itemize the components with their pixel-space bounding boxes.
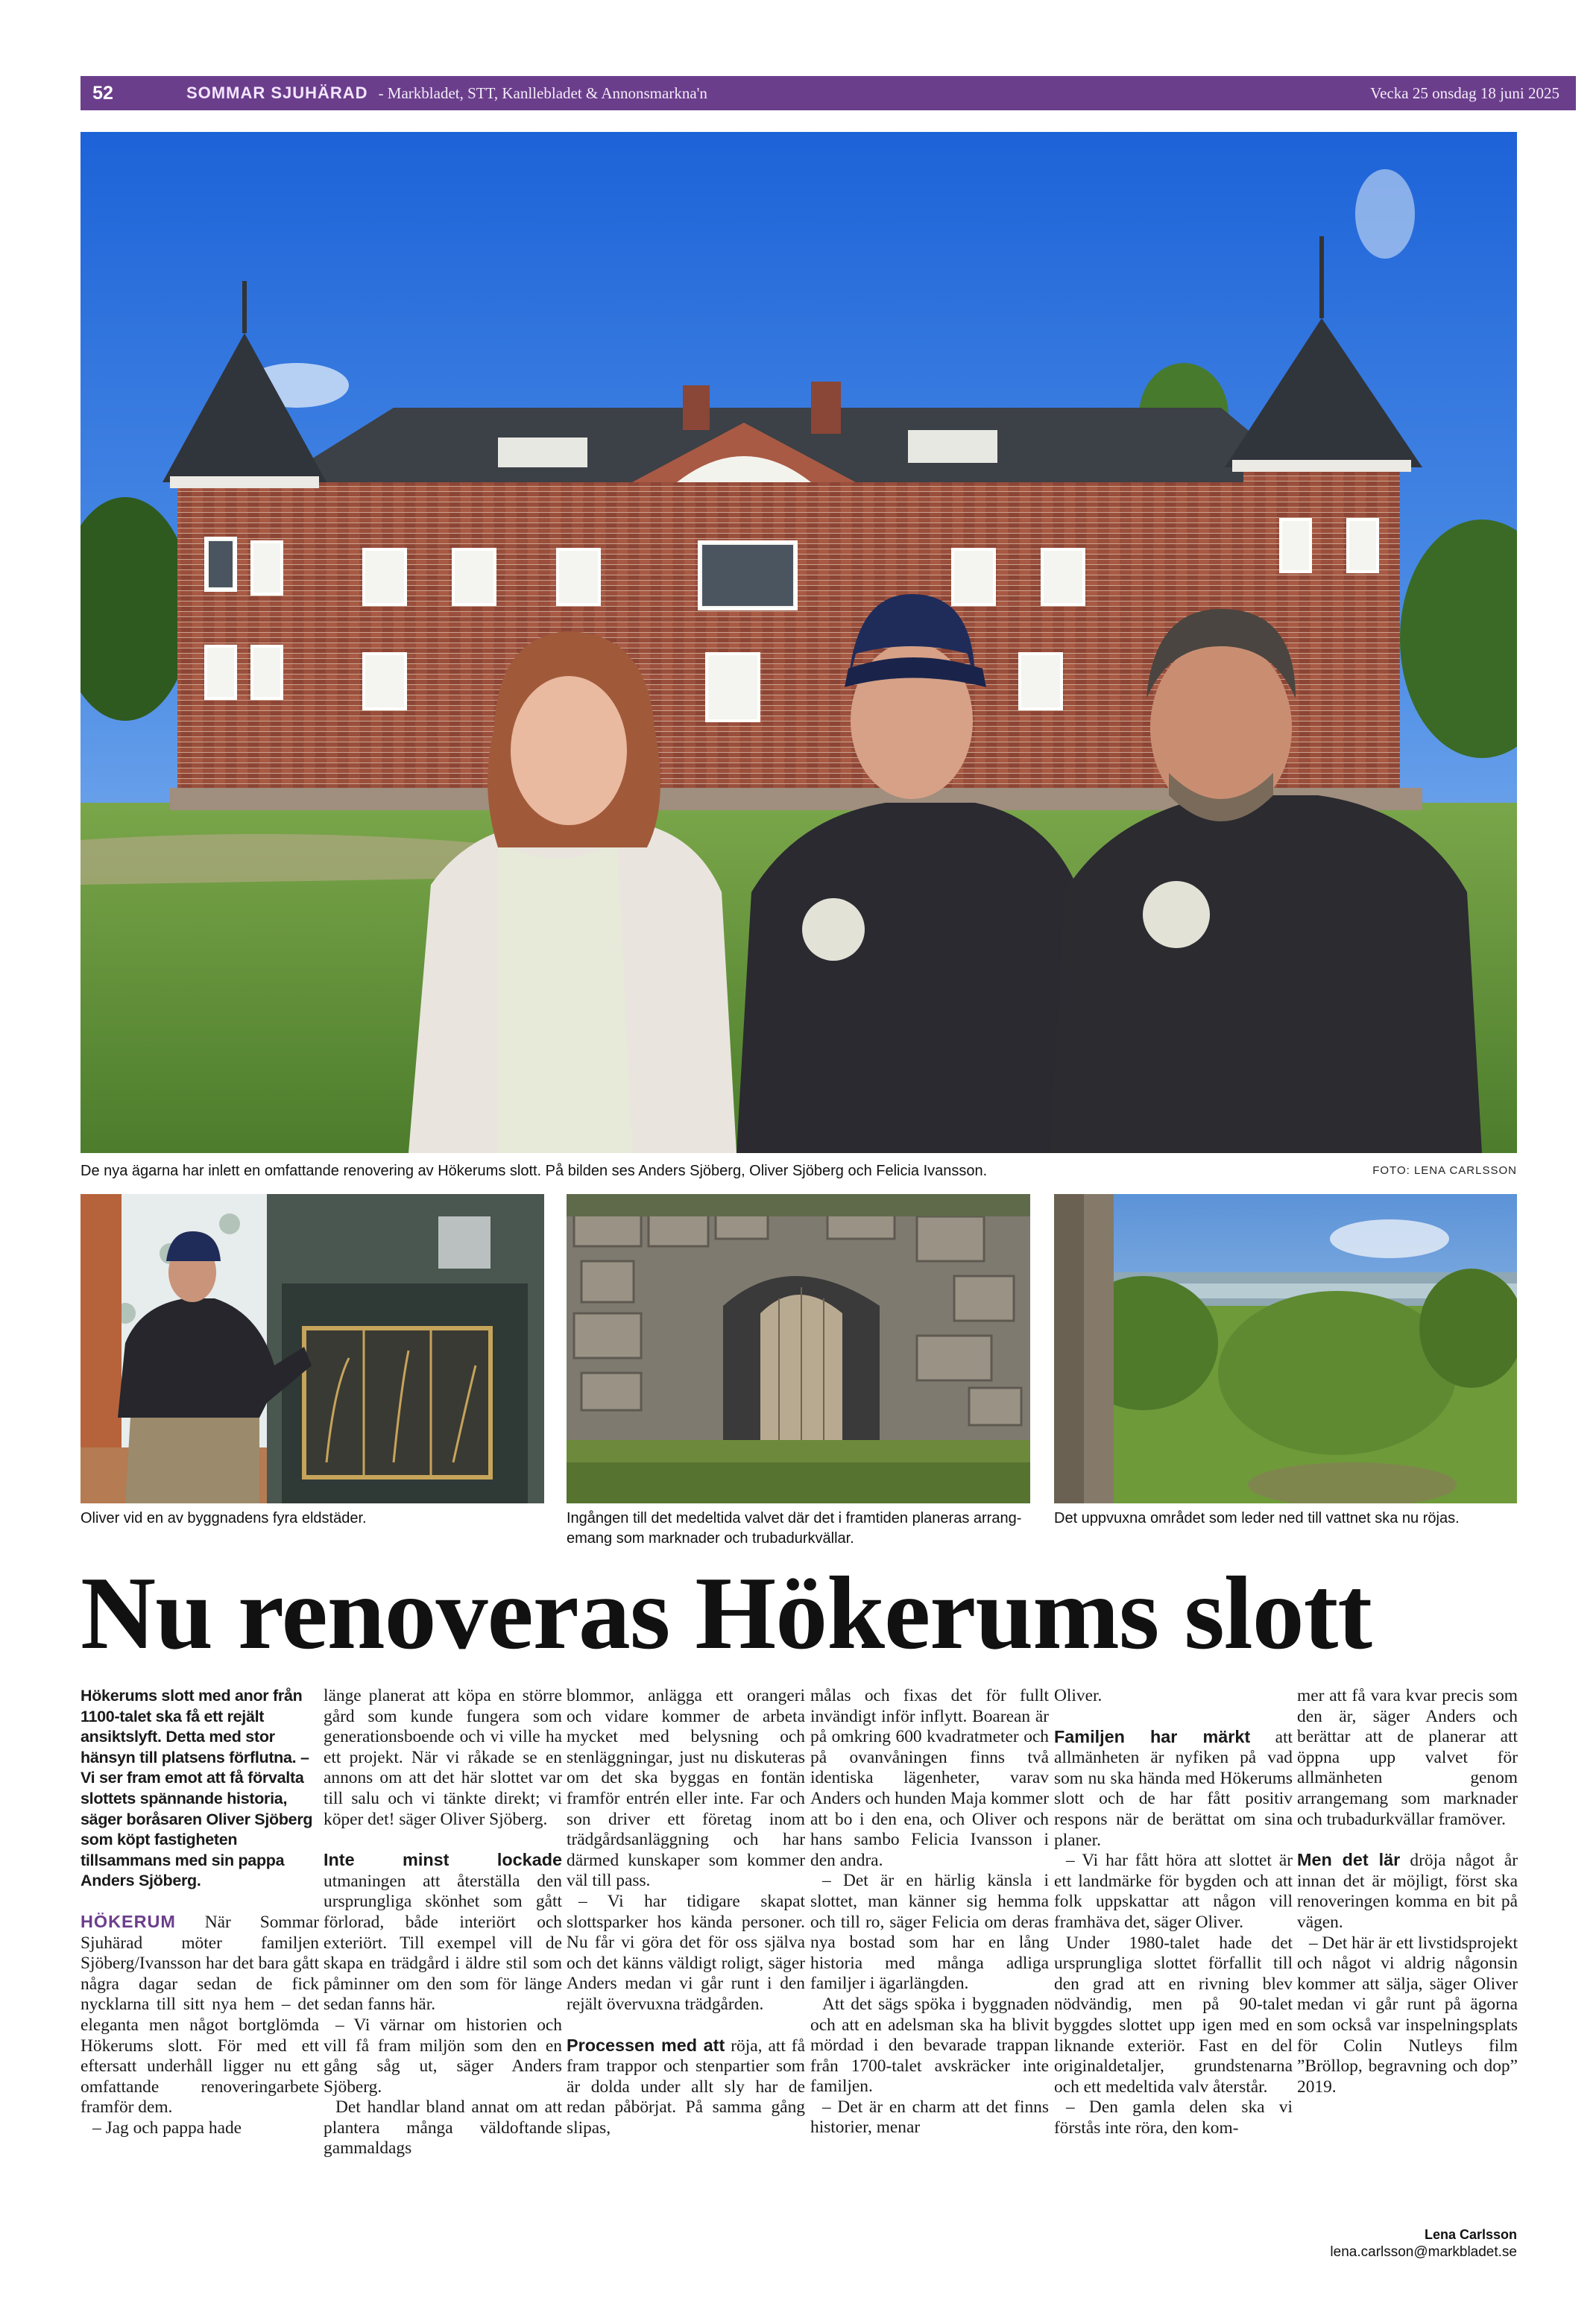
c4-p2: – Det är en härlig känsla i slottet, man känner sig hemma och till ro, säger Felicia om deras nya bostad som har en lång historia med många adliga familjer i ägarlängden.	[810, 1871, 1049, 1994]
c5-p1: att allmänheten är nyfiken på vad som nu ska hända med Hökerums slott och de har fått positiv respons när de berättat om sina planer.	[1054, 1727, 1293, 1850]
photo-credit: FOTO: LENA CARLSSON	[1372, 1164, 1517, 1177]
caption-vault-entrance	[567, 1509, 1036, 1549]
c3-p2: – Vi har tidigare skapat slottsparker hos kända personer. Nu får vi göra det för oss själva och det känns väldigt roligt, säger Anders medan vi går runt i den rejält övervuxna trädgården.	[567, 1891, 805, 2014]
page-header-bar	[81, 76, 1576, 110]
c6-p3: – Det här är ett livstidsprojekt och något vi aldrig någonsin kommer att sälja, säger Oliver medan vi går runt på ägorna som också var inspelningsplats för Colin Nutleys film ”Bröllop, begravning och dop” 2019.	[1297, 1933, 1518, 2097]
page-number: 52	[81, 76, 125, 110]
c1-body: När Sommar Sjuhärad möter familjen Sjöberg/Ivansson har det bara gått några dagar sedan de fick nycklarna till sitt nya hem – det eleganta men något bortglömda Hökerums slott. För med ett eftersatt underhåll ligger nu ett omfattande renoveringarbete framför dem.	[81, 1912, 319, 2118]
byline-name: Lena Carlsson	[1424, 2227, 1517, 2242]
article-headline: Nu renoveras Hökerums slott	[81, 1556, 1372, 1671]
byline-email: lena.carlsson@markbladet.se	[1330, 2244, 1517, 2260]
c2-p1: länge planerat att köpa en större gård som kunde fungera som generationsboende och vi ville ha ett projekt. När vi råkade se en annons om att det här slottet var till salu och vi tänkte direkt; vi köper det! säger Oliver Sjöberg.	[324, 1686, 562, 1829]
c2-p3: – Vi värnar om historien och vill få fram miljön som den en gång såg ut, säger Anders Sjöberg.	[324, 2015, 562, 2097]
caption-fireplace: Oliver vid en av byggnadens fyra eldstäder.	[81, 1510, 367, 1526]
article-column-5	[1054, 1686, 1293, 2138]
c3-subhead: Processen med att	[567, 2035, 725, 2055]
c5-p3: Under 1980-talet hade det ursprungliga slottet förfallit till den grad att en rivning blev nödvändig, men på 90-talet byggdes slottet upp igen med en liknande exteriör. Fast en del originaldetaljer, grundstenarna och ett medeltida valv återstår.	[1054, 1933, 1293, 2097]
photo-fireplace	[81, 1194, 544, 1503]
article-column-3	[567, 1686, 805, 2138]
c5-p0: Oliver.	[1054, 1686, 1103, 1705]
c5-p4: – Den gamla delen ska vi förstås inte röra, den kom-	[1054, 2097, 1293, 2138]
photo-overgrown-shore	[1054, 1194, 1517, 1503]
photo-vault-entrance	[567, 1194, 1030, 1503]
c2-p2: utmaningen att återställa den ursprungliga skönhet som gått förlorad, både interiört och exteriört. Till exempel vill de skapa en trädgård i äldre stil som påminner om den som för länge sedan fanns här.	[324, 1871, 562, 2015]
article-lead: Hökerums slott med anor från 1100-talet ska få ett rejält ansiktslyft. Detta med stor hänsyn till platsens förflutna. – Vi ser fram emot att få förvalta slottets spännande historia, säger boråsaren Oliver Sjöberg som köpt fastigheten tillsammans med sin pappa Anders Sjöberg.	[81, 1687, 313, 1890]
caption-vault-line2: emang som marknader och trubadurkvällar.	[567, 1530, 854, 1547]
section-name: SOMMAR SJUHÄRAD	[186, 83, 368, 102]
c6-subhead: Men det lär	[1297, 1850, 1401, 1870]
c3-p3: röja, att få fram trappor och stenpartier som är dolda under allt sly har de redan påbörjat. På samma gång slipas,	[567, 2036, 805, 2138]
c2-subhead: Inte minst lockade	[324, 1850, 562, 1870]
c6-p1: mer att få vara kvar precis som den är, säger Anders och berättar att de planerar att öppna upp valvet för allmänheten genom arrangemang som marknader och trubadurkvällar framöver.	[1297, 1686, 1518, 1829]
dateline-kicker: HÖKERUM	[81, 1911, 176, 1931]
main-photo-caption: De nya ägarna har inlett en omfattande renovering av Hökerums slott. På bilden ses Anders Sjöberg, Oliver Sjöberg och Felicia Ivansson.	[81, 1163, 988, 1179]
article-column-4	[810, 1686, 1049, 2138]
c5-subhead: Familjen har märkt	[1054, 1726, 1251, 1746]
article-column-1	[81, 1686, 319, 2138]
c4-p1: målas och fixas det för fullt invändigt inför inflytt. Boarean är på omkring 600 kvadratmeter och på ovanvåningen finns två identiska lägenheter, varav Anders och hunden Maja kommer att bo i den ena, och Oliver och hans sambo Felicia Ivansson i den andra.	[810, 1686, 1049, 1870]
c1-end: – Jag och pappa hade	[92, 2118, 242, 2138]
c4-p3: Att det sägs spöka i byggnaden och att en adelsman ska ha blivit mördad i den bevarade trappan från 1700-talet avskräcker inte familjen.	[810, 1994, 1049, 2097]
c2-p4: Det handlar bland annat om att plantera många väldoftande gammaldags	[324, 2097, 562, 2159]
c3-p1: blommor, anlägga ett orangeri och vidare kommer de arbeta mycket med belysning och stenläggningar, just nu diskuteras om det ska byggas en fontän framför entrén eller inte. Far och son driver ett företag inom trädgårdsanläggning och har därmed kunskaper som kommer väl till pass.	[567, 1686, 805, 1891]
article-column-6	[1297, 1686, 1518, 2097]
issue-date: Vecka 25 onsdag 18 juni 2025	[1370, 83, 1559, 102]
c6-p2: dröja något år innan det är möjligt, först ska renoveringen komma en bit på vägen.	[1297, 1851, 1518, 1932]
publication-names: - Markbladet, STT, Kanllebladet & Annonsmarkna'n	[378, 83, 707, 102]
c5-p2: – Vi har fått höra att slottet är ett landmärke för bygden och att folk uppskattar att någon vill framhäva det, säger Oliver.	[1054, 1851, 1293, 1932]
c4-p4: – Det är en charm att det finns historier, menar	[810, 2097, 1049, 2138]
main-photo	[81, 132, 1517, 1153]
caption-vault-line1: Ingången till det medeltida valvet där det i framtiden planeras arrang-	[567, 1510, 1022, 1526]
article-column-2	[324, 1686, 562, 2159]
byline	[1330, 2226, 1517, 2261]
caption-overgrown-shore: Det uppvuxna området som leder ned till vattnet ska nu röjas.	[1054, 1510, 1460, 1526]
